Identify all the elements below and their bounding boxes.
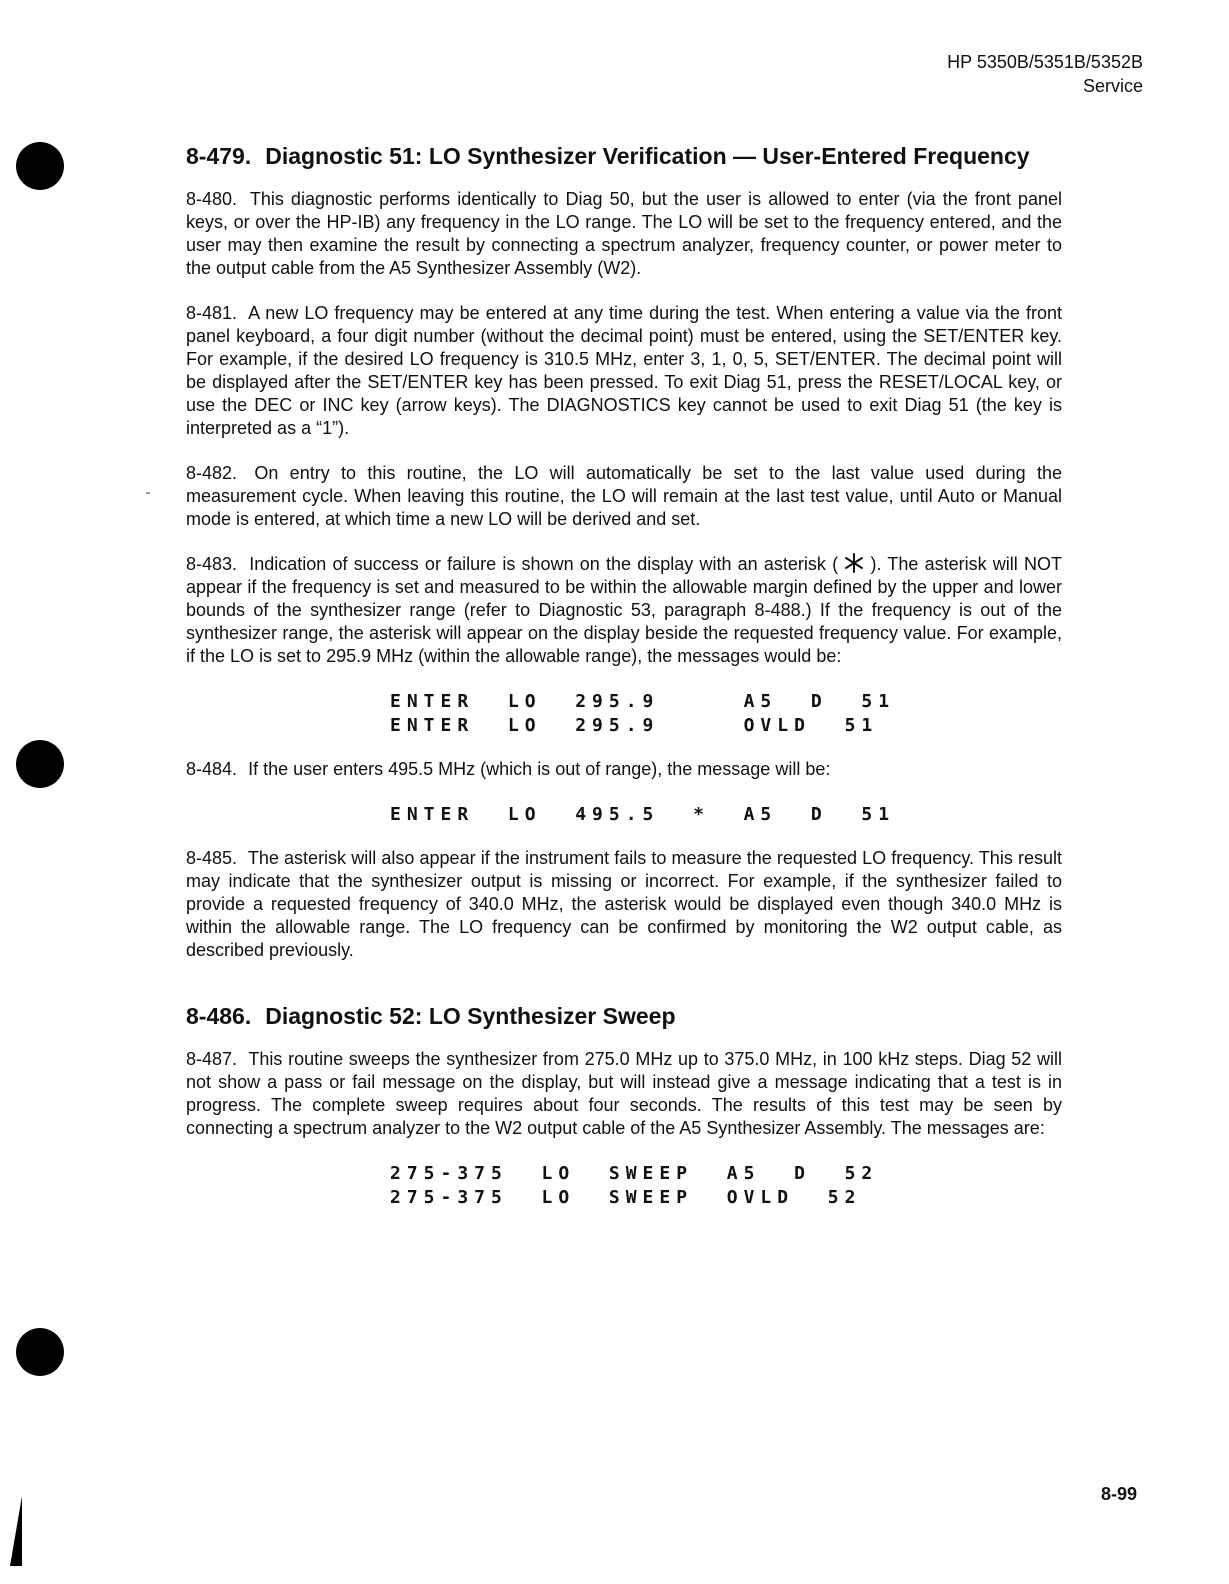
section-heading: [186, 140, 1062, 172]
section-heading: [186, 1000, 1062, 1032]
margin-tick: [146, 492, 150, 494]
paragraph: [186, 847, 1062, 962]
paragraph: [186, 1048, 1062, 1140]
paragraph-text: ). The asterisk will NOT appear if the frequency is set and measured to be within the allowable margin defined by the upper and lower bounds of the synthesizer range (refer to Diagnostic 53, paragraph 8-488.) If the frequency is out of the synthesizer range, the asterisk will appear on the display beside the requested frequency value. For example, if the LO is set to 295.9 MHz (within the allowable range), the messages would be:: [186, 554, 1062, 666]
paragraph: [186, 758, 1062, 781]
paragraph: [186, 188, 1062, 280]
display-messages: [390, 803, 1062, 827]
model-number: HP 5350B/5351B/5352B: [947, 52, 1143, 72]
binder-hole: [16, 1328, 64, 1376]
section-number: 8-479.: [186, 143, 252, 169]
paragraph-text: This diagnostic performs identically to Diag 50, but the user is allowed to enter (via the front panel keys, or over the HP-IB) any frequency in the LO range. The LO will be set to the frequency entered, and the user may then examine the result by connecting a spectrum analyzer, frequency counter, or power meter to the output cable from the A5 Synthesizer Assembly (W2).: [186, 189, 1062, 278]
section-title: Diagnostic 51: LO Synthesizer Verification — User-Entered Frequency: [265, 143, 1030, 169]
paragraph-number: 8-482.: [186, 463, 238, 483]
binder-hole: [16, 740, 64, 788]
display-line: ENTER LO 295.9 OVLD 51: [390, 715, 879, 736]
paragraph-text: The asterisk will also appear if the instrument fails to measure the requested LO frequency. This result may indicate that the synthesizer output is missing or incorrect. For example, if the synthesizer failed to provide a requested frequency of 340.0 MHz, the asterisk would be displayed even though 340.0 MHz is within the allowable range. The LO frequency can be confirmed by monitoring the W2 output cable, as described previously.: [186, 848, 1062, 960]
page-number: 8-99: [1100, 1484, 1137, 1504]
display-messages: [390, 1162, 1062, 1210]
display-line: ENTER LO 295.9 A5 D 51: [390, 691, 896, 712]
scan-edge-mark: [0, 1496, 22, 1566]
display-messages: [390, 690, 1062, 738]
display-line: 275-375 LO SWEEP OVLD 52: [390, 1187, 862, 1208]
page-header: [947, 50, 1143, 98]
paragraph-number: 8-485.: [186, 848, 238, 868]
paragraph-number: 8-481.: [186, 303, 238, 323]
page-content: [186, 140, 1062, 1230]
section-name: Service: [1082, 76, 1143, 96]
paragraph-number: 8-480.: [186, 189, 238, 209]
section-number: 8-486.: [186, 1003, 252, 1029]
paragraph-number: 8-483.: [186, 554, 238, 574]
display-line: ENTER LO 495.5 * A5 D 51: [390, 804, 896, 825]
paragraph-text: Indication of success or failure is shown on the display with an asterisk (: [249, 554, 839, 574]
paragraph: [186, 462, 1062, 531]
display-line: 275-375 LO SWEEP A5 D 52: [390, 1163, 879, 1184]
binder-hole: [16, 142, 64, 190]
paragraph-text: A new LO frequency may be entered at any time during the test. When entering a value via the front panel keyboard, a four digit number (without the decimal point) must be entered, using the SET/ENTER key. For example, if the desired LO frequency is 310.5 MHz, enter 3, 1, 0, 5, SET/ENTER. The decimal point will be displayed after the SET/ENTER key has been pressed. To exit Diag 51, press the RESET/LOCAL key, or use the DEC or INC key (arrow keys). The DIAGNOSTICS key cannot be used to exit Diag 51 (the key is interpreted as a “1”).: [186, 303, 1062, 438]
paragraph-number: 8-484.: [186, 759, 238, 779]
paragraph: [186, 302, 1062, 440]
paragraph: [186, 553, 1062, 668]
paragraph-text: This routine sweeps the synthesizer from 275.0 MHz up to 375.0 MHz, in 100 kHz steps. Diag 52 will not show a pass or fail message on the display, but will instead give a message indicating that a test is in progress. The complete sweep requires about four seconds. The results of this test may be seen by connecting a spectrum analyzer to the W2 output cable of the A5 Synthesizer Assembly. The messages are:: [186, 1049, 1062, 1138]
paragraph-text: On entry to this routine, the LO will automatically be set to the last value used during the measurement cycle. When leaving this routine, the LO will remain at the last test value, until Auto or Manual mode is entered, at which time a new LO will be derived and set.: [186, 463, 1062, 529]
section-title: Diagnostic 52: LO Synthesizer Sweep: [265, 1003, 676, 1029]
paragraph-number: 8-487.: [186, 1049, 238, 1069]
asterisk-icon: [844, 553, 864, 573]
paragraph-text: If the user enters 495.5 MHz (which is out of range), the message will be:: [248, 759, 831, 779]
